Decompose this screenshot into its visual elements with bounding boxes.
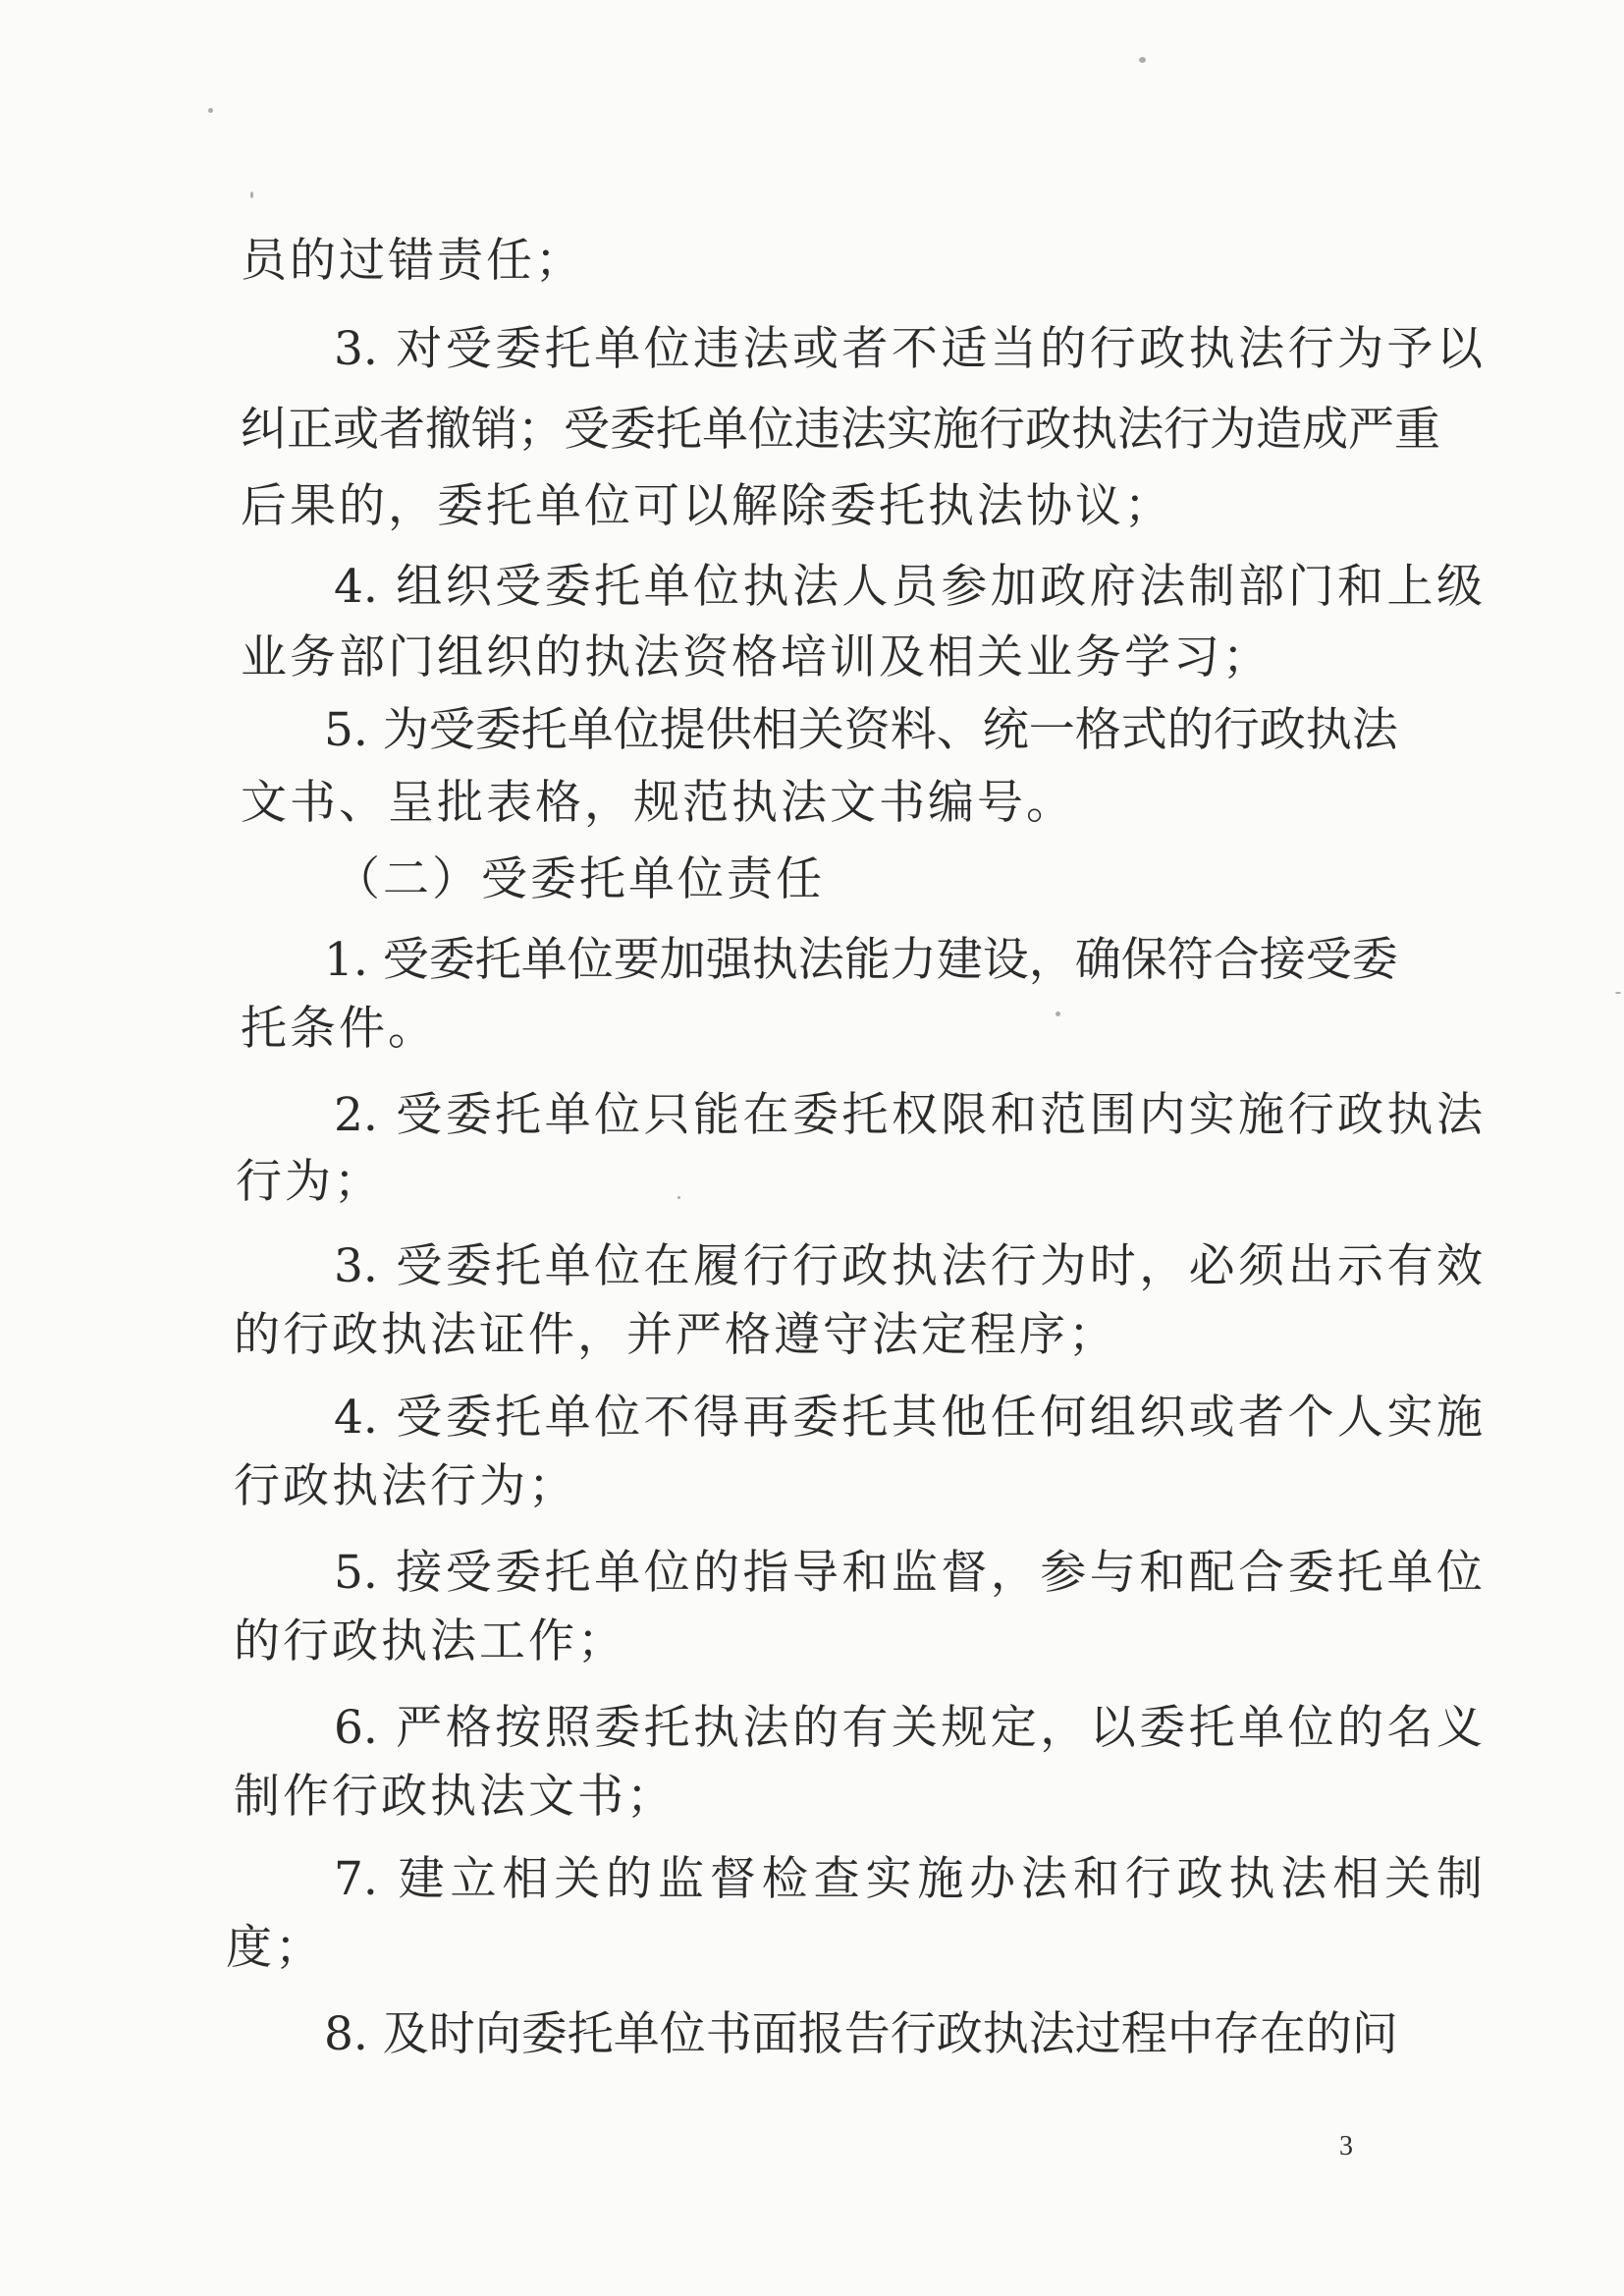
text-line: 文书、呈批表格，规范执法文书编号。: [241, 776, 1075, 830]
text-line: 6. 严格按照委托执法的有关规定，以委托单位的名义: [334, 1701, 1483, 1755]
text-line: 4. 受委托单位不得再委托其他任何组织或者个人实施: [334, 1391, 1483, 1445]
text-line: 的行政执法证件，并严格遵守法定程序；: [234, 1308, 1117, 1362]
text-line: 纠正或者撤销；受委托单位违法实施行政执法行为造成严重: [241, 403, 1440, 457]
text-line: 行政执法行为；: [234, 1459, 577, 1513]
scan-speck: [1615, 992, 1621, 994]
text-line: 的行政执法工作；: [234, 1614, 626, 1668]
section-heading: （二）受委托单位责任: [334, 852, 825, 906]
scan-speck: [1139, 57, 1146, 63]
text-line: 5. 接受委托单位的指导和监督，参与和配合委托单位: [334, 1546, 1483, 1600]
scan-speck: [208, 108, 213, 113]
scan-speck: [250, 191, 253, 198]
text-line: 4. 组织受委托单位执法人员参加政府法制部门和上级: [334, 560, 1483, 614]
text-line: 3. 受委托单位在履行行政执法行为时，必须出示有效: [334, 1239, 1483, 1293]
text-line: 3. 对受委托单位违法或者不适当的行政执法行为予以: [334, 322, 1483, 376]
page-number: 3: [1339, 2131, 1353, 2161]
text-line: 7. 建立相关的监督检查实施办法和行政执法相关制: [334, 1852, 1483, 1906]
text-line: 业务部门组织的执法资格培训及相关业务学习；: [241, 630, 1272, 684]
text-line: 行为；: [236, 1155, 383, 1209]
text-line: 员的过错责任；: [241, 234, 584, 288]
text-line: 托条件。: [241, 1002, 437, 1056]
text-line: 后果的，委托单位可以解除委托执法协议；: [241, 479, 1173, 533]
text-line: 5. 为受委托单位提供相关资料、统一格式的行政执法: [324, 703, 1398, 757]
text-line: 度；: [226, 1921, 324, 1975]
text-line: 1. 受委托单位要加强执法能力建设，确保符合接受委: [324, 933, 1398, 987]
text-line: 2. 受委托单位只能在委托权限和范围内实施行政执法: [334, 1088, 1483, 1142]
text-line: 8. 及时向委托单位书面报告行政执法过程中存在的问: [324, 2007, 1398, 2061]
text-line: 制作行政执法文书；: [234, 1770, 676, 1824]
